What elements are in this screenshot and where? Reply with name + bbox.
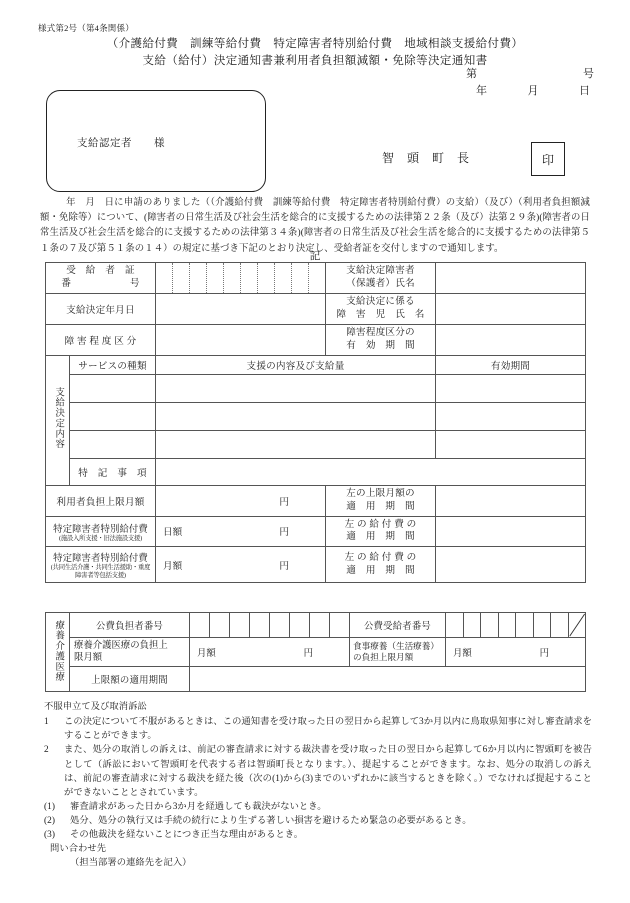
table-row-special-notes <box>46 458 586 485</box>
legal-subitem-3-text: その他裁決を経ないことにつき正当な理由があるとき。 <box>70 830 304 841</box>
child-name-label-line2: 障 害 児 氏 名 <box>336 308 425 320</box>
contact-label: 問い合わせ先 <box>50 844 107 855</box>
service-type-header: サービスの種類 <box>70 355 156 374</box>
special-notes-label: 特 記 事 項 <box>70 458 156 485</box>
special-benefit-1-period-input[interactable] <box>436 516 586 547</box>
service-type-input[interactable] <box>70 402 156 430</box>
meal-care-cap-label-line2: の負担上限月額 <box>353 652 414 663</box>
care-medical-cap-input[interactable] <box>190 638 350 667</box>
cap-period-input[interactable] <box>190 667 586 692</box>
service-type-input[interactable] <box>70 374 156 402</box>
child-name-input[interactable] <box>436 293 586 324</box>
public-payer-number-input[interactable] <box>190 613 350 638</box>
ki-marker: 記 <box>309 251 321 262</box>
digit-cell[interactable] <box>210 613 230 637</box>
disability-level-label: 障 害 程 度 区 分 <box>46 324 156 355</box>
legal-item-2-text: また、処分の取消しの訴えは、前記の審査請求に対する裁決書を受け取った日の翌日から起算して6か月以内に智頭町を被告として（訴訟において智頭町を代表する者は智頭町長となります。）、提起することができます。なお、処分の取消しの訴えは、前記の審査請求に対する裁決を経た後（次の(1)から(3)までのいずれかに該当するときを除く。）でなければ提起することができないこととされています。 <box>64 745 592 798</box>
decision-content-vertical-label <box>46 355 70 485</box>
legal-subitem-2-text: 処分、処分の執行又は手続の続行により生ずる著しい損害を避けるため緊急の必要があるとき。 <box>70 816 472 826</box>
special-benefit-1-label <box>46 516 156 547</box>
service-period-header: 有効期間 <box>436 355 586 374</box>
service-type-input[interactable] <box>70 430 156 458</box>
legal-subitem-1-text: 審査請求があった日から3か月を経過しても裁決がないとき。 <box>70 801 327 812</box>
title-line-2: 支給（給付）決定通知書兼利用者負担額減額・免除等決定通知書 <box>142 54 488 67</box>
recipient-cert-number-label-line1: 受 給 者 証 <box>66 265 135 276</box>
child-name-label-line1: 支給決定に係る <box>346 295 415 307</box>
table-row-decision-date <box>46 293 586 324</box>
user-burden-cap-period-input[interactable] <box>436 485 586 516</box>
disability-level-input[interactable] <box>156 324 326 355</box>
recipient-cert-number-label <box>46 263 156 294</box>
special-benefit-2-period-label <box>326 547 436 583</box>
document-number-block <box>466 66 594 100</box>
unused-cell-slash <box>569 613 586 637</box>
table-row-medical-caps <box>46 638 586 667</box>
legal-subitem-1-number: (1) <box>44 801 55 812</box>
table-row-user-burden-cap <box>46 485 586 516</box>
digit-cell[interactable] <box>309 263 325 293</box>
table-row-public-numbers <box>46 613 586 638</box>
care-medical-cap-label <box>70 638 190 667</box>
digit-cell[interactable] <box>292 263 309 293</box>
disability-level-period-input[interactable] <box>436 324 586 355</box>
decided-person-name-input[interactable] <box>436 263 586 294</box>
monthly-amount-label: 月額 <box>197 649 216 660</box>
public-payer-number-label: 公費負担者番号 <box>70 613 190 638</box>
special-benefit-1-label-main: 特定障害者特別給付費 <box>53 524 148 535</box>
user-burden-cap-period-label-line2: 適 用 期 間 <box>346 500 415 512</box>
title-line-1: （介護給付費 訓練等給付費 特定障害者特別給付費 地域相談支援給付費） <box>106 38 524 50</box>
body-paragraph-text: 年 月 日に申請のありました（（介護給付費 訓練等給付費 特定障害者特別給付費）の支給）（及び）（利用者負担額減額・免除等）について、(障害者の日常生活及び社会生活を総合的に支援するための法律第２２条（及び）法第２９条)(障害者の日常生活及び社会生活を総合的に支援するための法律第３４条)(障害者の日常生活及び社会生活を総合的に支援するための法律第５１条の７及び第５１条の１４）の規定に基づき下記のとおり決定し、受給者証を交付しますので通知します。 <box>40 198 590 254</box>
medical-care-table <box>45 612 586 692</box>
digit-cell[interactable] <box>173 263 190 293</box>
table-row-cap-period <box>46 667 586 692</box>
legal-subitem-3 <box>44 828 592 842</box>
legal-item-1-text: この決定について不服があるときは、この通知書を受け取った日の翌日から起算して3か月以内に鳥取県知事に対し審査請求をすることができます。 <box>64 717 593 742</box>
date-year-label: 年 <box>476 85 487 98</box>
table-row-recipient-cert <box>46 263 586 294</box>
yen-unit-label: 円 <box>279 527 290 539</box>
special-benefit-2-period-label-line1: 左 の 給 付 費 の <box>344 551 417 563</box>
digit-cell[interactable] <box>551 613 569 637</box>
monthly-amount-label: 月額 <box>163 560 183 572</box>
service-content-input[interactable] <box>156 430 436 458</box>
daily-amount-label: 日額 <box>163 527 183 539</box>
diagonal-slash-icon <box>569 613 586 637</box>
legal-item-1 <box>44 715 592 743</box>
digit-cell[interactable] <box>290 613 310 637</box>
service-content-input[interactable] <box>156 374 436 402</box>
care-medical-cap-label-line2: 限月額 <box>74 653 103 664</box>
digit-cell[interactable] <box>241 263 258 293</box>
digit-cell[interactable] <box>190 613 210 637</box>
user-burden-cap-period-label-line1: 左の上限月額の <box>346 487 415 499</box>
digit-cell[interactable] <box>207 263 224 293</box>
addressee-box <box>46 90 266 192</box>
yen-unit-label: 円 <box>303 649 313 660</box>
digit-cell[interactable] <box>224 263 241 293</box>
digit-cell[interactable] <box>481 613 499 637</box>
special-notes-input[interactable] <box>156 458 586 485</box>
legal-item-2-number: 2 <box>44 745 49 756</box>
digit-cell[interactable] <box>446 613 464 637</box>
legal-subitem-3-number: (3) <box>44 830 55 841</box>
user-burden-cap-label: 利用者負担上限月額 <box>46 485 156 516</box>
disability-level-period-label-line1: 障害程度区分の <box>346 326 415 338</box>
legal-subitem-2-number: (2) <box>44 816 55 826</box>
digit-cell[interactable] <box>534 613 552 637</box>
digit-cell[interactable] <box>156 263 173 293</box>
digit-cell[interactable] <box>250 613 270 637</box>
special-benefit-2-period-input[interactable] <box>436 547 586 583</box>
legal-item-2 <box>44 743 592 800</box>
document-title <box>0 36 630 69</box>
table-row-service-2 <box>46 402 586 430</box>
service-content-header: 支援の内容及び支給量 <box>156 355 436 374</box>
public-recipient-number-digit-grid <box>446 613 585 637</box>
special-benefit-2-label-sub: (共同生活介護・共同生活援助・重度障害者等包括支援) <box>50 564 151 579</box>
service-period-input[interactable] <box>436 430 586 458</box>
decided-person-name-label-line2: （保護者）氏名 <box>346 277 415 289</box>
table-row-disability-level <box>46 324 586 355</box>
recipient-cert-number-input[interactable] <box>156 263 326 294</box>
digit-cell[interactable] <box>258 263 275 293</box>
form-number: 様式第2号（第4条関係） <box>38 23 134 33</box>
legal-subitem-2 <box>44 814 592 828</box>
decision-date-input[interactable] <box>156 293 326 324</box>
service-period-input[interactable] <box>436 402 586 430</box>
table-row-service-1 <box>46 374 586 402</box>
legal-notice-section <box>44 700 592 871</box>
meal-care-cap-label <box>350 638 446 667</box>
digit-cell[interactable] <box>499 613 517 637</box>
public-payer-number-digit-grid <box>190 613 349 637</box>
digit-cell[interactable] <box>190 263 207 293</box>
table-row-service-header <box>46 355 586 374</box>
public-recipient-number-label: 公費受給者番号 <box>350 613 446 638</box>
special-benefit-1-period-label-line2: 適 用 期 間 <box>346 531 415 543</box>
special-benefit-1-input[interactable] <box>156 516 326 547</box>
recipient-cert-number-label-line2: 番 号 <box>61 277 140 289</box>
date-day-label: 日 <box>579 85 590 98</box>
yen-unit-label: 円 <box>279 560 290 572</box>
decided-person-name-label <box>326 263 436 294</box>
special-benefit-2-label <box>46 547 156 583</box>
recipient-cert-number-digit-grid <box>156 263 325 293</box>
meal-care-cap-label-line1: 食事療養（生活療養） <box>353 641 439 652</box>
legal-subitem-1 <box>44 800 592 814</box>
table-row-special-benefit-2 <box>46 547 586 583</box>
public-recipient-number-input[interactable] <box>446 613 586 638</box>
digit-cell[interactable] <box>275 263 292 293</box>
issuer-name: 智 頭 町 長 <box>382 151 475 165</box>
contact-note: （担当部署の連絡先を記入） <box>70 858 192 869</box>
service-period-input[interactable] <box>436 374 586 402</box>
decision-content-vertical-label-text: 支給決定内容 <box>53 387 64 450</box>
user-burden-cap-period-label <box>326 485 436 516</box>
special-benefit-2-period-label-line2: 適 用 期 間 <box>346 564 415 576</box>
user-burden-cap-input[interactable] <box>156 485 326 516</box>
cap-period-label: 上限額の適用期間 <box>70 667 190 692</box>
doc-number-prefix: 第 <box>466 68 477 80</box>
child-name-label <box>326 293 436 324</box>
digit-cell[interactable] <box>464 613 482 637</box>
digit-cell[interactable] <box>270 613 290 637</box>
meal-care-cap-input[interactable] <box>446 638 586 667</box>
table-row-service-3 <box>46 430 586 458</box>
special-benefit-1-period-label <box>326 516 436 547</box>
service-content-input[interactable] <box>156 402 436 430</box>
disability-level-period-label <box>326 324 436 355</box>
monthly-amount-label: 月額 <box>453 649 472 660</box>
disability-level-period-label-line2: 有 効 期 間 <box>346 339 415 351</box>
decision-main-table <box>45 262 586 583</box>
special-benefit-1-label-sub: (施設入所支援・旧法施設支援) <box>58 534 143 542</box>
decided-person-name-label-line1: 支給決定障害者 <box>346 265 415 276</box>
doc-number-suffix: 号 <box>583 68 594 80</box>
seal-stamp-box: 印 <box>531 142 565 176</box>
yen-unit-label: 円 <box>539 649 549 660</box>
care-medical-cap-label-line1: 療養介護医療の負担上 <box>74 641 168 651</box>
medical-care-vertical-label-text: 療養介護医療 <box>53 619 64 682</box>
table-row-special-benefit-1 <box>46 516 586 547</box>
legal-heading: 不服申立て及び取消訴訟 <box>44 702 147 712</box>
date-month-label: 月 <box>527 85 539 98</box>
digit-cell[interactable] <box>230 613 250 637</box>
special-benefit-2-label-main: 特定障害者特別給付費 <box>53 554 148 565</box>
digit-cell[interactable] <box>310 613 330 637</box>
special-benefit-2-input[interactable] <box>156 547 326 583</box>
legal-item-1-number: 1 <box>44 717 49 728</box>
medical-care-vertical-label <box>46 613 70 692</box>
digit-cell[interactable] <box>330 613 349 637</box>
special-benefit-1-period-label-line1: 左 の 給 付 費 の <box>344 518 417 530</box>
yen-unit-label: 円 <box>279 496 290 508</box>
decision-date-label: 支給決定年月日 <box>46 293 156 324</box>
addressee-label: 支給認定者 様 <box>77 138 165 149</box>
digit-cell[interactable] <box>516 613 534 637</box>
